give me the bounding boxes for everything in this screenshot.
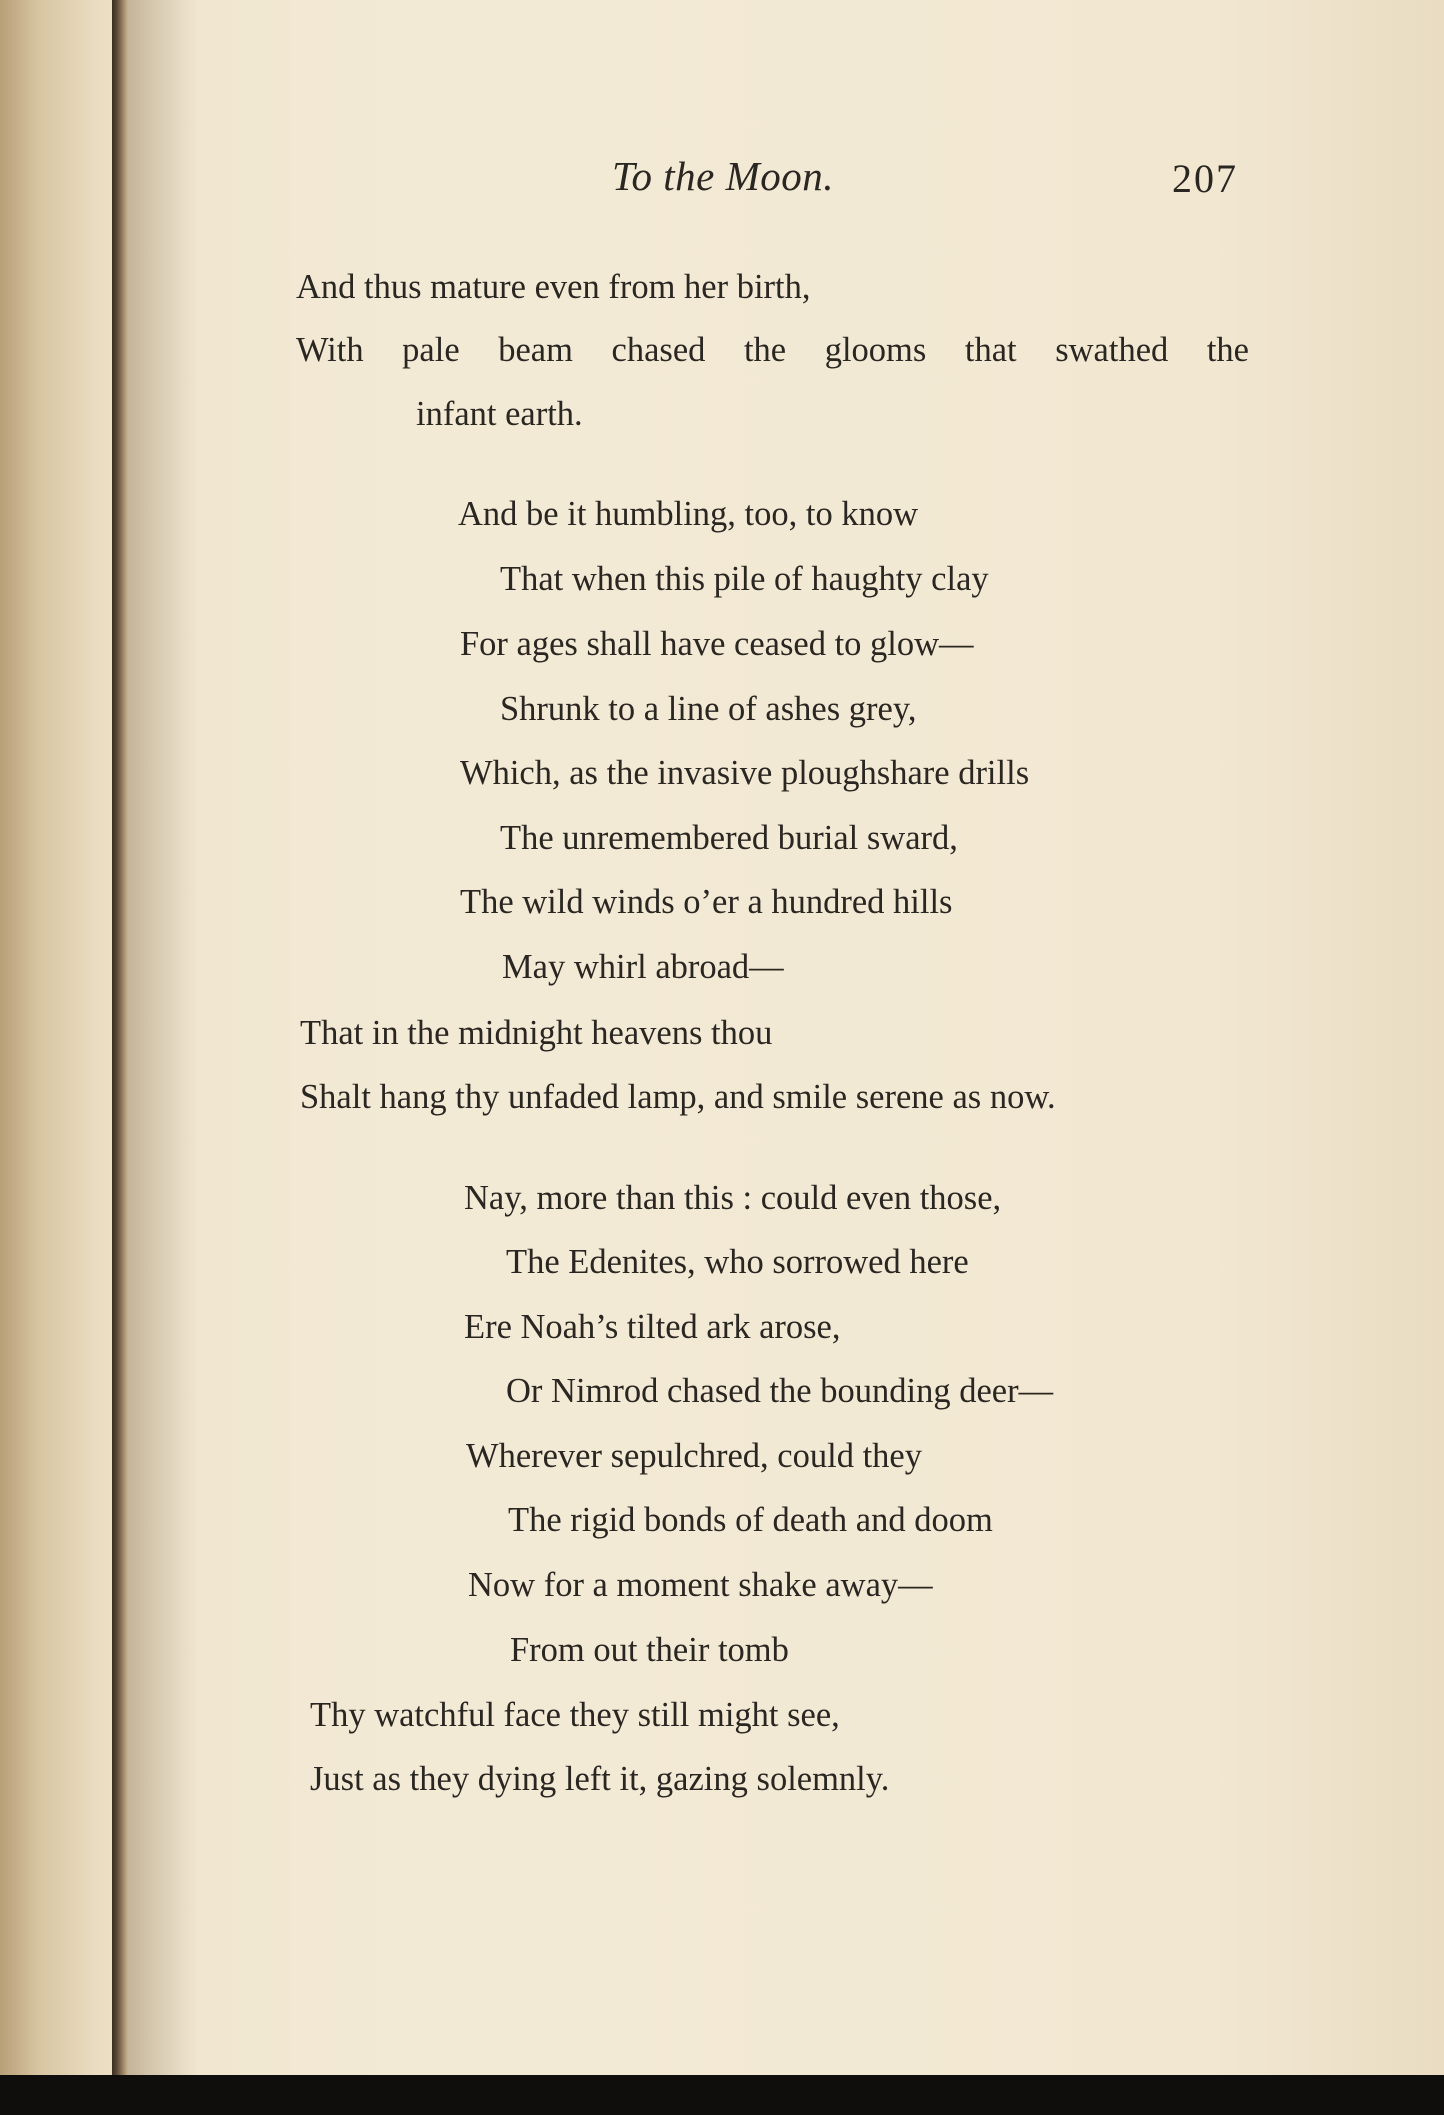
- poem-line: The unremembered burial sward,: [500, 819, 958, 857]
- poem-line: That in the midnight heavens thou: [300, 1014, 773, 1052]
- poem-line: Nay, more than this : could even those,: [464, 1179, 1002, 1217]
- poem-line: And be it humbling, too, to know: [458, 495, 918, 533]
- poem-line: With pale beam chased the glooms that swathed the: [296, 331, 1249, 369]
- book-spine: [112, 0, 128, 2075]
- poem-line: Shrunk to a line of ashes grey,: [500, 690, 917, 728]
- poem-line: That when this pile of haughty clay: [500, 560, 989, 598]
- poem-line: From out their tomb: [510, 1631, 789, 1669]
- poem-line: Just as they dying left it, gazing solemnly.: [310, 1760, 890, 1798]
- poem-line: Or Nimrod chased the bounding deer—: [506, 1372, 1054, 1410]
- page-number: 207: [1172, 156, 1238, 201]
- gutter-shadow: [128, 0, 198, 2075]
- poem-line: Which, as the invasive ploughshare drills: [460, 754, 1030, 792]
- poem-line: The rigid bonds of death and doom: [508, 1501, 993, 1539]
- poem-line: Thy watchful face they still might see,: [310, 1696, 840, 1734]
- poem-line: May whirl abroad—: [502, 948, 784, 986]
- poem-line: The Edenites, who sorrowed here: [506, 1243, 969, 1281]
- poem-line: Shalt hang thy unfaded lamp, and smile serene as now.: [300, 1078, 1056, 1116]
- poem-line: Now for a moment shake away—: [468, 1566, 933, 1604]
- scan-border: [0, 2075, 1444, 2115]
- poem-line: And thus mature even from her birth,: [296, 268, 811, 306]
- poem-line: Ere Noah’s tilted ark arose,: [464, 1308, 841, 1346]
- poem-line: infant earth.: [416, 395, 583, 433]
- poem-line: The wild winds o’er a hundred hills: [460, 883, 953, 921]
- poem-line: Wherever sepulchred, could they: [466, 1437, 922, 1475]
- poem-line: For ages shall have ceased to glow—: [460, 625, 974, 663]
- running-title: To the Moon.: [612, 153, 835, 199]
